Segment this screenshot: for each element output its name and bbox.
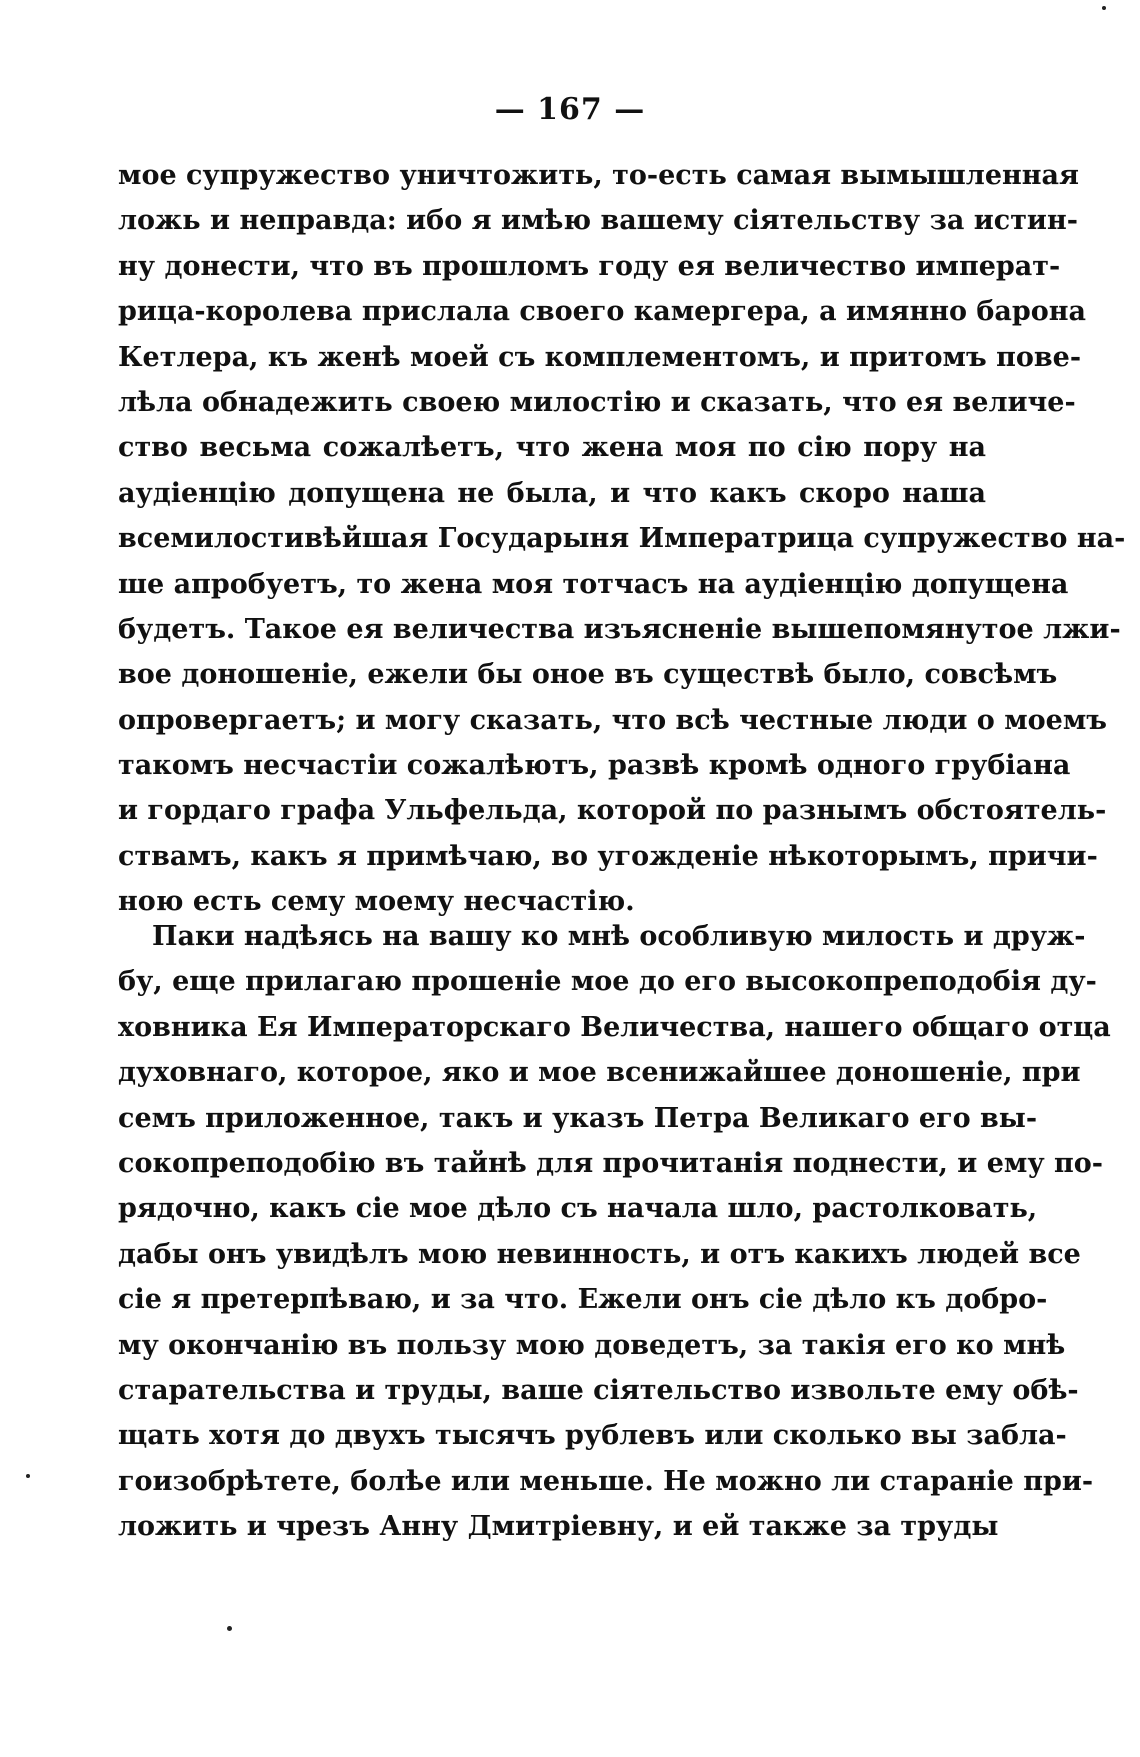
text-line: ховника Ея Императорскаго Величества, нашего общаго отца [118,1011,1111,1043]
text-line: опровергаетъ; и могу сказать, что всѣ честные люди о моемъ [118,704,1107,736]
text-line: гоизобрѣтете, болѣе или меньше. Не можно ли стараніе при- [118,1465,1094,1497]
text-line: сіе я претерпѣваю, и за что. Ежели онъ сіе дѣло къ добро- [118,1284,1048,1316]
print-speck [1102,6,1106,10]
text-line: рядочно, какъ сіе мое дѣло съ начала шло, растолковать, [118,1193,1038,1225]
text-line: рица-королева прислала своего камергера, а имянно барона [118,296,1087,328]
text-line: старательства и труды, ваше сіятельство извольте ему обѣ- [118,1374,1079,1406]
text-line: такомъ несчастіи сожалѣютъ, развѣ кромѣ одного грубіана [118,750,1071,782]
text-line: Кетлера, къ женѣ моей съ комплементомъ, и притомъ пове- [118,341,1082,373]
text-line: дабы онъ увидѣлъ мою невинность, и отъ какихъ людей все [118,1238,1081,1270]
text-line: бу, еще прилагаю прошеніе мое до его высокопреподобія ду- [118,966,1097,998]
text-line: ною есть сему моему несчастію. [118,886,635,918]
text-line: ложить и чрезъ Анну Дмитріевну, и ей также за труды [118,1511,999,1543]
text-line: ну донести, что въ прошломъ году ея величество императ- [118,250,1061,282]
text-line: и гордаго графа Ульфельда, которой по разнымъ обстоятель- [118,795,1107,827]
text-line: вое доношеніе, ежели бы оное въ существѣ было, совсѣмъ [118,659,1058,691]
text-line: ствамъ, какъ я примѣчаю, во угожденіе нѣкоторымъ, причи- [118,840,1098,872]
text-line: семъ приложенное, такъ и указъ Петра Великаго его вы- [118,1102,1038,1134]
text-line: Паки надѣясь на вашу ко мнѣ особливую милость и друж- [152,921,1086,952]
text-line: аудіенцію допущена не была, и что какъ скоро наша [118,477,986,509]
paragraph-2 [118,914,1111,1549]
text-line: ше апробуетъ, то жена моя тотчасъ на аудіенцію допущена [118,568,1069,600]
print-speck [227,1626,232,1631]
text-line: ство весьма сожалѣетъ, что жена моя по сію пору на [118,432,986,464]
page-number: — 167 — [494,92,646,127]
text-line: духовнаго, которое, яко и мое всенижайшее доношеніе, при [118,1057,1081,1089]
text-line: му окончанію въ пользу мою доведетъ, за такія его ко мнѣ [118,1329,1066,1361]
print-speck [26,1474,30,1478]
text-line: всемилостивѣйшая Государыня Императрица супружество на- [118,523,1126,555]
text-line: мое супружество уничтожить, то-есть самая вымышленная [118,160,1079,191]
text-line: ложь и неправда: ибо я имѣю вашему сіятельству за истин- [118,205,1078,237]
text-line: щать хотя до двухъ тысячъ рублевъ или сколько вы забла- [118,1420,1067,1452]
text-line: лѣла обнадежить своею милостію и сказать, что ея величе- [118,386,1076,418]
text-line: будетъ. Такое ея величества изъясненіе вышепомянутое лжи- [118,613,1121,645]
paragraph-1 [118,153,1126,925]
text-line: сокопреподобію въ тайнѣ для прочитанія поднести, и ему по- [118,1147,1103,1179]
